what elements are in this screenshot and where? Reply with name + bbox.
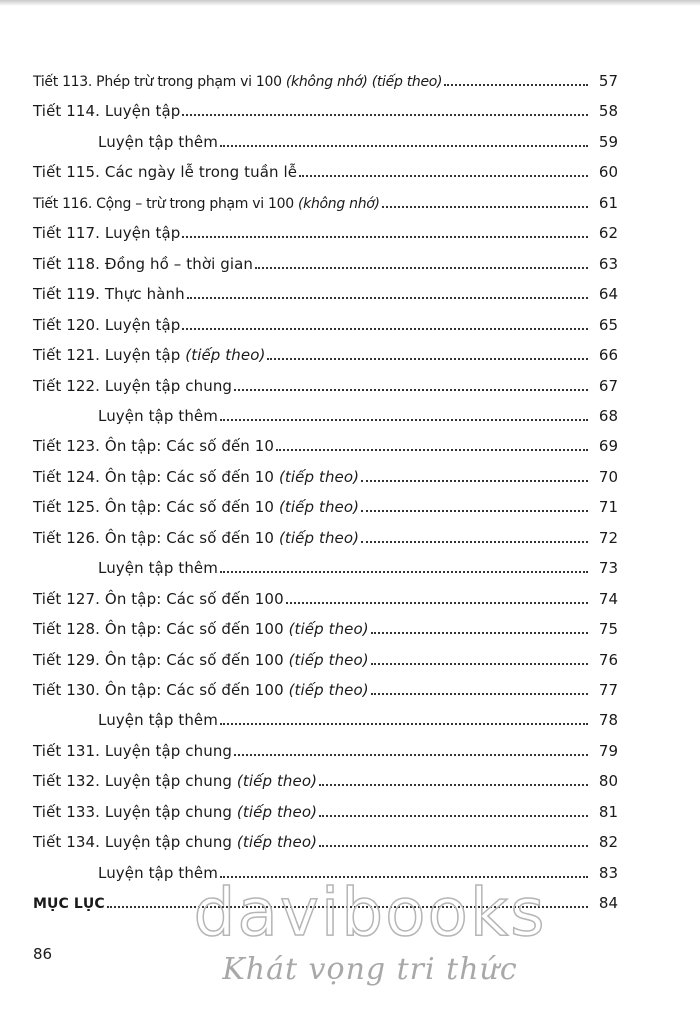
toc-entry: [0, 882, 700, 912]
toc-entry-label: Tiết 117. Luyện tập: [33, 224, 181, 243]
toc-entry-title: [33, 163, 297, 181]
toc-entry-label: Tiết 125. Ôn tập: Các số đến 10: [33, 498, 279, 517]
toc-entry-page: 69: [598, 437, 618, 456]
toc-dot-leader: [255, 267, 588, 269]
watermark-tagline: Khát vọng tri thức: [222, 952, 518, 987]
toc-entry-italic-note: (tiếp theo): [288, 620, 369, 639]
toc-entry-page: 67: [598, 376, 618, 395]
toc-entry-page: 59: [598, 132, 618, 151]
toc-entry-title: [33, 681, 369, 699]
toc-entry: [0, 791, 700, 821]
toc-entry-title: [33, 346, 265, 364]
toc-entry-label: Tiết 122. Luyện tập chung: [33, 376, 233, 395]
toc-entry-label: Tiết 114. Luyện tập: [33, 102, 181, 121]
toc-entry: [0, 395, 700, 425]
toc-entry-label: Tiết 118. Đồng hồ – thời gian: [33, 254, 254, 273]
toc-entry-page: 79: [598, 741, 618, 760]
toc-entry-italic-note: (không nhớ) (tiếp theo): [285, 74, 443, 90]
toc-entry-title: [33, 74, 442, 90]
page-number: 86: [33, 945, 53, 963]
toc-entry-label: Tiết 128. Ôn tập: Các số đến 100: [33, 620, 289, 639]
toc-dot-leader: [319, 845, 588, 847]
toc-entry: [0, 669, 700, 699]
toc-entry: [0, 273, 700, 303]
toc-entry-label: Tiết 120. Luyện tập: [33, 315, 181, 334]
toc-entry-page: 66: [598, 346, 618, 365]
toc-entry-page: 72: [598, 528, 618, 547]
toc-entry-page: 57: [598, 72, 618, 90]
toc-dot-leader: [107, 906, 588, 908]
toc-entry-title: [33, 803, 317, 821]
toc-entry-label: Tiết 126. Ôn tập: Các số đến 10: [33, 528, 279, 547]
toc-dot-leader: [182, 114, 588, 116]
toc-dot-leader: [361, 510, 588, 512]
toc-entry: [0, 304, 700, 334]
toc-dot-leader: [361, 480, 588, 482]
toc-entry-label: Tiết 115. Các ngày lễ trong tuần lễ: [33, 163, 298, 182]
toc-entry-label: Tiết 131. Luyện tập chung: [33, 741, 233, 760]
toc-entry-italic-note: (tiếp theo): [236, 833, 318, 852]
toc-entry-title: [33, 437, 274, 455]
toc-entry-page: 58: [598, 102, 618, 121]
toc-entry-label: Luyện tập thêm: [98, 132, 218, 151]
toc-dot-leader: [286, 602, 588, 604]
toc-entry-label: Tiết 113. Phép trừ trong phạm vi 100: [33, 74, 286, 90]
toc-entry: [0, 121, 700, 151]
toc-entry-label: Tiết 133. Luyện tập chung: [33, 802, 237, 821]
toc-dot-leader: [220, 571, 588, 573]
toc-entry-title: [33, 196, 380, 212]
toc-entry-page: 83: [598, 863, 618, 882]
toc-entry-label: Tiết 129. Ôn tập: Các số đến 100: [33, 650, 289, 669]
toc-entry-title: [33, 742, 232, 760]
toc-entry-page: 84: [598, 894, 618, 913]
toc-entry-label: Luyện tập thêm: [98, 559, 218, 578]
toc-entry-italic-note: (tiếp theo): [278, 498, 360, 517]
toc-dot-leader: [220, 876, 588, 878]
toc-dot-leader: [220, 723, 588, 725]
toc-dot-leader: [371, 632, 588, 634]
toc-entry-page: 61: [598, 193, 618, 212]
toc-dot-leader: [182, 328, 588, 330]
toc-entry-page: 60: [598, 163, 618, 182]
toc-dot-leader: [220, 145, 588, 147]
toc-entry-title: [33, 498, 359, 516]
toc-entry-title: [33, 590, 284, 608]
toc-entry-title: [33, 833, 317, 851]
toc-dot-leader: [299, 175, 588, 177]
toc-entry-italic-note: (không nhớ): [298, 195, 380, 212]
toc-entry-page: 68: [598, 406, 618, 425]
toc-entry-title: [33, 377, 232, 395]
toc-entry-label: Tiết 130. Ôn tập: Các số đến 100: [33, 681, 289, 699]
toc-entry: [0, 212, 700, 242]
toc-entry-page: 75: [598, 620, 618, 639]
toc-entry-title: [33, 772, 317, 790]
toc-entry-title: [33, 620, 369, 638]
toc-entry-label: Tiết 116. Cộng – trừ trong phạm vi 100: [33, 195, 298, 212]
toc-entry-page: 64: [598, 285, 618, 304]
toc-entry-title: [33, 896, 105, 912]
toc-entry: [0, 760, 700, 790]
toc-entry-page: 65: [598, 315, 618, 334]
toc-entry-page: 80: [598, 772, 618, 791]
toc-dot-leader: [382, 206, 588, 208]
toc-entry-page: 78: [598, 711, 618, 730]
toc-entry-title: [33, 468, 359, 486]
toc-entry-page: 62: [598, 224, 618, 243]
toc-entry-label: Tiết 134. Luyện tập chung: [33, 833, 237, 852]
toc-entry-page: 70: [598, 467, 618, 486]
toc-entry-italic-note: (tiếp theo): [236, 772, 318, 791]
toc-entry-label: Tiết 124. Ôn tập: Các số đến 10: [33, 467, 279, 486]
toc-entry: [0, 243, 700, 273]
toc-dot-leader: [276, 449, 588, 451]
toc-entry-title: [98, 559, 218, 577]
toc-entry-title: [98, 711, 218, 729]
toc-dot-leader: [319, 784, 588, 786]
toc-entry-label: Tiết 119. Thực hành: [33, 285, 185, 304]
toc-entry-label: Luyện tập thêm: [98, 711, 218, 730]
toc-entry: [0, 517, 700, 547]
toc-entry-page: 71: [598, 498, 618, 517]
toc-dot-leader: [371, 693, 588, 695]
toc-entry-page: 76: [598, 650, 618, 669]
toc-entry: [0, 90, 700, 120]
toc-entry-title: [33, 529, 359, 547]
toc-entry-label: Tiết 121. Luyện tập: [33, 346, 186, 365]
watermark-brand: davibooks: [193, 874, 547, 951]
toc-entry-title: [33, 651, 369, 669]
toc-entry-italic-note: (tiếp theo): [236, 802, 318, 821]
toc-entry: [0, 486, 700, 516]
toc-entry: [0, 151, 700, 181]
toc-dot-leader: [319, 815, 588, 817]
toc-entry-label: Luyện tập thêm: [98, 406, 218, 425]
toc-entry: [0, 425, 700, 455]
toc-entry-italic-note: (tiếp theo): [278, 467, 360, 486]
page-top-edge: [0, 0, 700, 6]
toc-entry: [0, 60, 700, 90]
toc-entry-label: MỤC LỤC: [33, 896, 105, 913]
toc-entry: [0, 608, 700, 638]
toc-dot-leader: [444, 84, 588, 86]
toc-entry-page: 81: [598, 802, 618, 821]
toc-dot-leader: [371, 663, 588, 665]
toc-entry-page: 73: [598, 559, 618, 578]
toc-entry-title: [33, 255, 253, 273]
toc-entry-page: 82: [598, 833, 618, 852]
toc-entry: [0, 182, 700, 212]
toc-entry-title: [33, 285, 185, 303]
toc-entry: [0, 852, 700, 882]
toc-entry: [0, 365, 700, 395]
toc-dot-leader: [182, 236, 588, 238]
toc-entry-page: 77: [598, 681, 618, 699]
toc-entry: [0, 730, 700, 760]
toc-entry-title: [98, 864, 218, 882]
toc-dot-leader: [187, 297, 588, 299]
toc-dot-leader: [361, 541, 588, 543]
toc-entry-title: [98, 133, 218, 151]
toc-entry-title: [33, 224, 180, 242]
toc-entry: [0, 456, 700, 486]
toc-dot-leader: [220, 419, 588, 421]
toc-entry-italic-note: (tiếp theo): [288, 681, 369, 699]
toc-entry: [0, 578, 700, 608]
toc-entry-title: [98, 407, 218, 425]
toc-entry-label: Tiết 132. Luyện tập chung: [33, 772, 237, 791]
toc-entry-label: Tiết 127. Ôn tập: Các số đến 100: [33, 589, 284, 608]
toc-entry: [0, 639, 700, 669]
toc-entry-title: [33, 316, 180, 334]
toc-entry-italic-note: (tiếp theo): [288, 650, 369, 669]
toc-entry-label: Tiết 123. Ôn tập: Các số đến 10: [33, 437, 275, 456]
toc-entry-italic-note: (tiếp theo): [278, 528, 360, 547]
toc-entry: [0, 547, 700, 577]
toc-entry-label: Luyện tập thêm: [98, 863, 218, 882]
toc-dot-leader: [234, 389, 588, 391]
toc-entry-title: [33, 102, 180, 120]
toc-dot-leader: [267, 358, 588, 360]
toc-entry: [0, 334, 700, 364]
toc-entry-page: 74: [598, 589, 618, 608]
toc-dot-leader: [234, 754, 588, 756]
toc-entry-page: 63: [598, 254, 618, 273]
toc-entry-italic-note: (tiếp theo): [185, 346, 266, 365]
toc-entry: [0, 699, 700, 729]
toc-entry: [0, 821, 700, 851]
